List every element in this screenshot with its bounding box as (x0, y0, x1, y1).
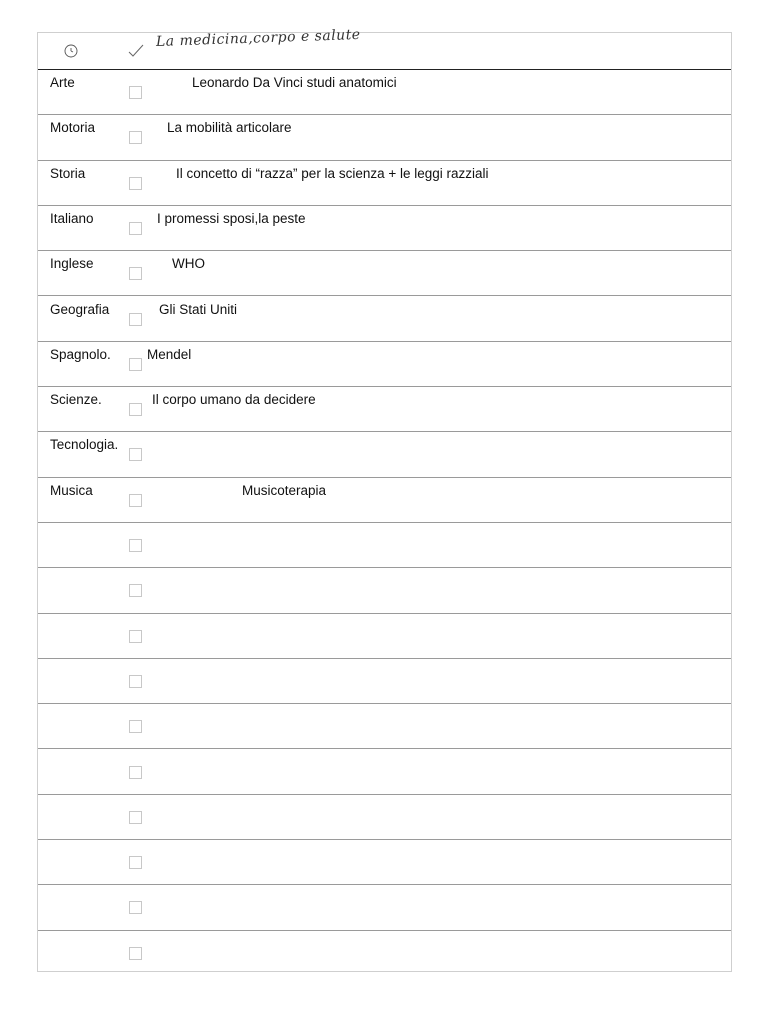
row-checkbox[interactable] (129, 584, 142, 597)
row-checkbox[interactable] (129, 675, 142, 688)
row-checkbox[interactable] (129, 630, 142, 643)
row-checkbox[interactable] (129, 267, 142, 280)
table-row (38, 342, 731, 387)
row-topic[interactable]: Il corpo umano da decidere (152, 392, 316, 408)
table-row (38, 115, 731, 160)
table-row (38, 161, 731, 206)
row-topic[interactable]: WHO (172, 256, 205, 272)
table-row (38, 704, 731, 749)
table-row (38, 659, 731, 704)
table-row (38, 297, 731, 342)
row-topic[interactable]: Mendel (147, 346, 192, 362)
row-subject: Motoria (50, 120, 96, 136)
row-topic[interactable]: I promessi sposi,la peste (157, 210, 306, 226)
row-checkbox[interactable] (129, 358, 142, 371)
page-title: La medicina,corpo e salute (155, 26, 361, 50)
table-row (38, 750, 731, 795)
row-subject: Storia (50, 165, 86, 181)
table-row (38, 931, 731, 976)
table-row (38, 478, 731, 523)
row-subject: Spagnolo. (50, 346, 111, 362)
table-row (38, 251, 731, 296)
row-checkbox[interactable] (129, 856, 142, 869)
row-subject: Tecnologia. (50, 437, 119, 453)
checklist-header (38, 26, 731, 70)
table-row (38, 614, 731, 659)
table-row (38, 70, 731, 115)
table-row (38, 206, 731, 251)
row-checkbox[interactable] (129, 131, 142, 144)
row-subject: Geografia (50, 301, 110, 317)
row-subject: Italiano (50, 210, 94, 226)
row-checkbox[interactable] (129, 86, 142, 99)
row-checkbox[interactable] (129, 766, 142, 779)
row-subject: Musica (50, 482, 93, 498)
table-row (38, 885, 731, 930)
row-checkbox[interactable] (129, 177, 142, 190)
table-row (38, 387, 731, 432)
row-checkbox[interactable] (129, 313, 142, 326)
row-subject: Scienze. (50, 392, 102, 408)
row-subject: Arte (50, 75, 75, 90)
row-topic[interactable]: Gli Stati Uniti (159, 301, 238, 317)
row-checkbox[interactable] (129, 403, 142, 416)
checklist-sheet (37, 26, 732, 972)
row-checkbox[interactable] (129, 494, 142, 507)
row-checkbox[interactable] (129, 901, 142, 914)
row-checkbox[interactable] (129, 947, 142, 960)
row-topic[interactable]: Musicoterapia (242, 482, 327, 498)
table-row (38, 840, 731, 885)
table-row (38, 523, 731, 568)
row-checkbox[interactable] (129, 720, 142, 733)
row-checkbox[interactable] (129, 811, 142, 824)
clock-icon (64, 44, 78, 58)
row-checkbox[interactable] (129, 222, 142, 235)
row-topic[interactable]: Il concetto di “razza” per la scienza + le leggi razziali (176, 165, 489, 181)
row-checkbox[interactable] (129, 539, 142, 552)
row-topic[interactable]: La mobilità articolare (167, 120, 292, 136)
row-checkbox[interactable] (129, 448, 142, 461)
table-row (38, 432, 731, 477)
checkmark-icon (128, 43, 144, 59)
table-row (38, 568, 731, 613)
row-topic[interactable]: Leonardo Da Vinci studi anatomici (192, 75, 397, 90)
row-subject: Inglese (50, 256, 94, 272)
table-row (38, 795, 731, 840)
